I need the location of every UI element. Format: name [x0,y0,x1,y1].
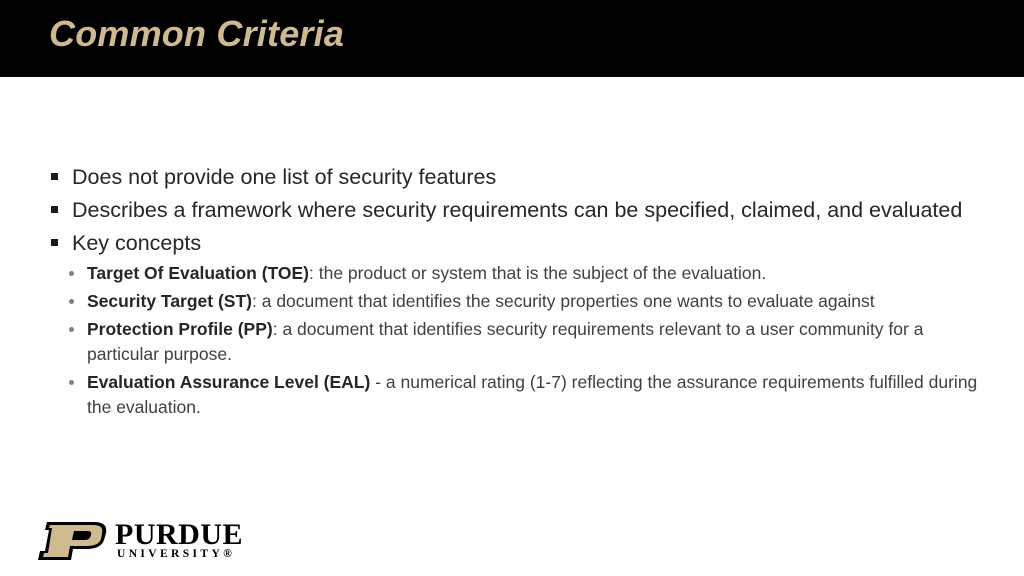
logo-subtext: UNIVERSITY® [117,548,236,560]
square-bullet-icon [51,173,58,180]
concept-term: Protection Profile (PP) [87,319,273,339]
key-concepts-list [48,261,978,420]
square-bullet-icon [51,206,58,213]
bullet-text: Does not provide one list of security features [72,165,497,189]
bullet-text: Key concepts [72,231,202,255]
bullet-item [48,162,978,192]
dot-bullet-icon [69,380,74,385]
square-bullet-icon [51,239,58,246]
logo-wordmark: PURDUE [115,518,243,551]
concept-description: : a document that identifies security requirements relevant to a user community for a particular purpose. [87,319,924,364]
concept-item [48,370,978,420]
concept-term: Evaluation Assurance Level (EAL) [87,372,371,392]
slide-title: Common Criteria [49,13,345,54]
concept-item [48,261,978,286]
bullet-item [48,195,978,225]
concept-item [48,317,978,367]
concept-item [48,289,978,314]
concept-description: - a numerical rating (1-7) reflecting the assurance requirements fulfilled during the evaluation. [87,372,978,417]
slide-content [48,162,978,423]
dot-bullet-icon [69,327,74,332]
bullet-item [48,228,978,258]
concept-description: : the product or system that is the subject of the evaluation. [309,263,767,283]
concept-description: : a document that identifies the security properties one wants to evaluate against [252,291,875,311]
title-bar [0,0,1024,77]
bullet-text: Describes a framework where security requirements can be specified, claimed, and evaluated [72,198,963,222]
concept-term: Security Target (ST) [87,291,252,311]
concept-term: Target Of Evaluation (TOE) [87,263,310,283]
purdue-p-logo-icon [38,522,108,560]
dot-bullet-icon [69,271,74,276]
purdue-logo [38,520,268,564]
dot-bullet-icon [69,299,74,304]
